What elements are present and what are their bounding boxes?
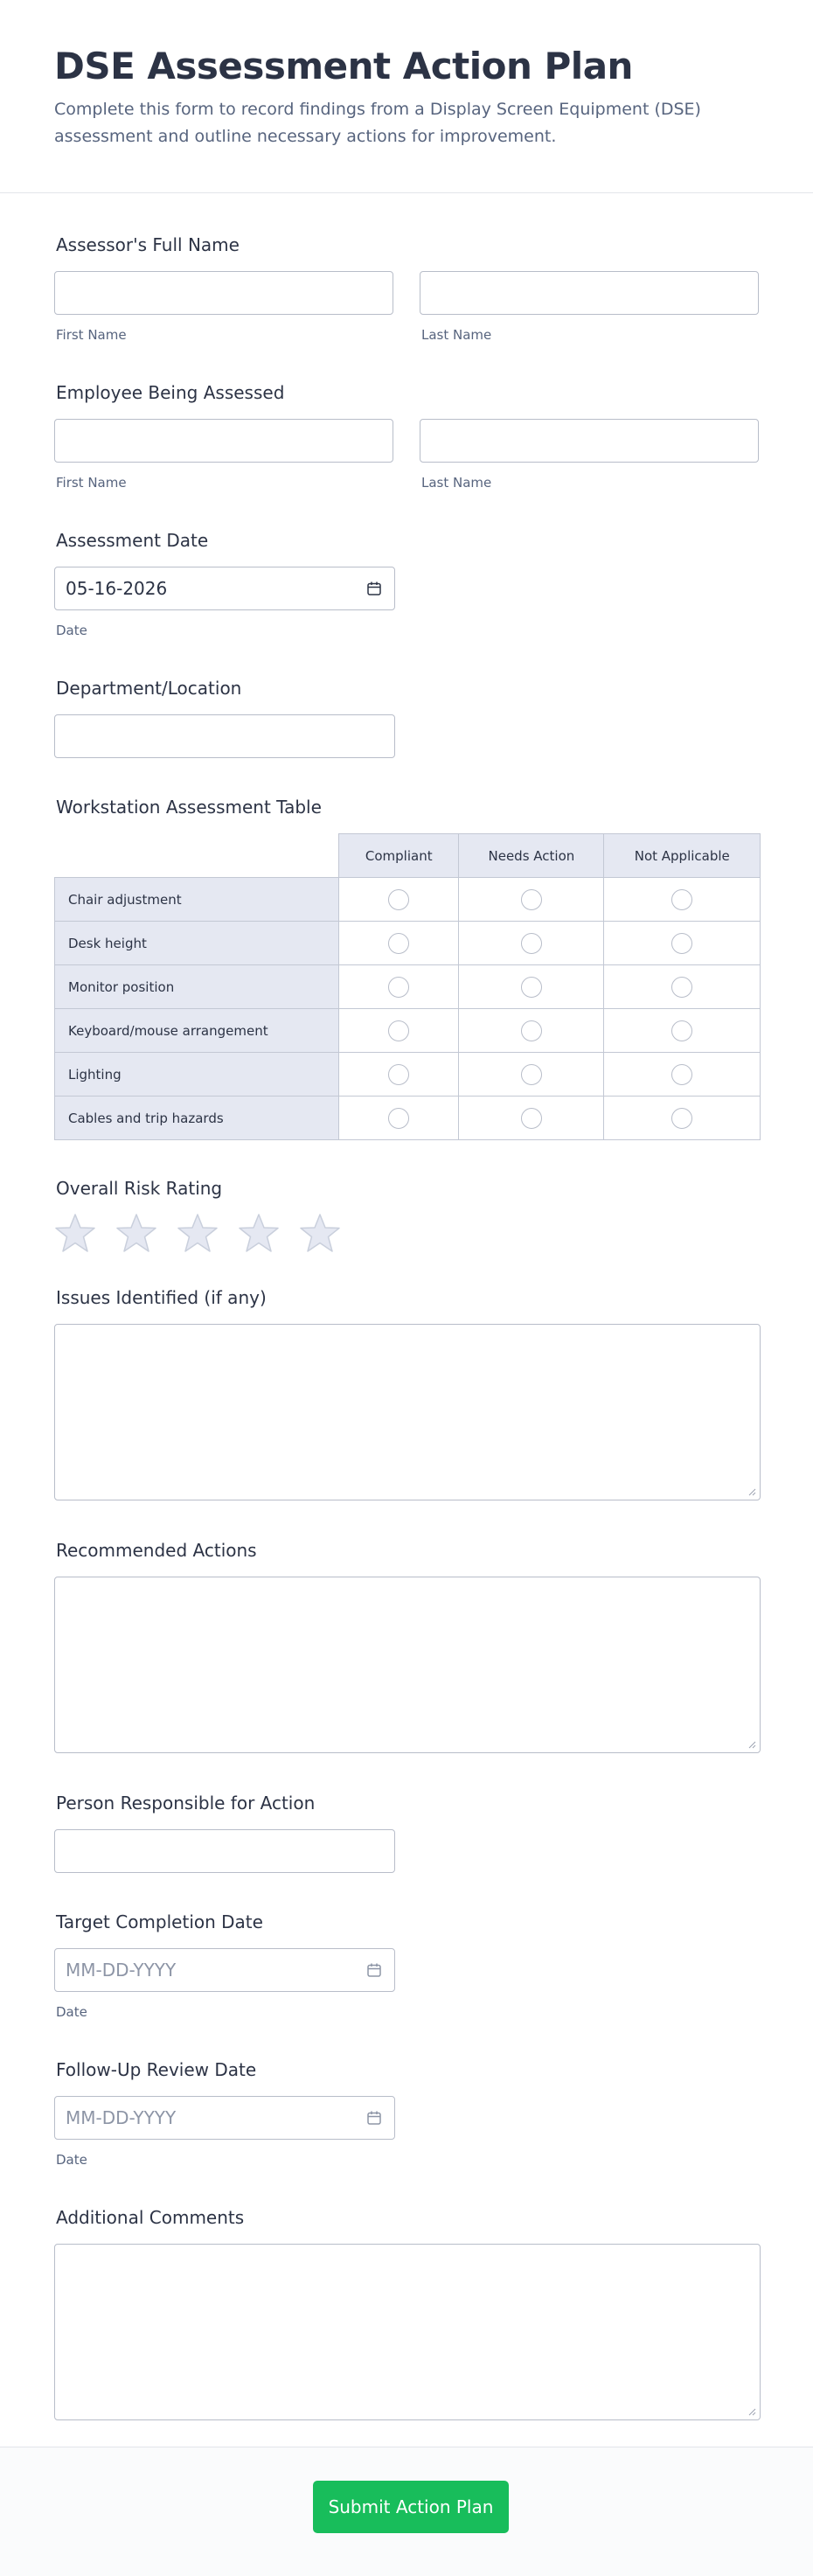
matrix-row-label: Cables and trip hazards (55, 1097, 339, 1140)
comments-field (54, 2207, 759, 2420)
radio-button[interactable] (521, 889, 542, 910)
star-icon[interactable] (238, 1213, 280, 1253)
matrix-column-header: Not Applicable (604, 834, 761, 878)
matrix-row (55, 965, 761, 1009)
submit-button[interactable]: Submit Action Plan (313, 2481, 509, 2533)
employee-first-name-input[interactable] (54, 419, 393, 463)
matrix-row-label: Keyboard/mouse arrangement (55, 1009, 339, 1053)
radio-button[interactable] (521, 977, 542, 998)
department-label: Department/Location (56, 678, 242, 699)
star-icon[interactable] (177, 1213, 219, 1253)
radio-button[interactable] (388, 1064, 409, 1085)
star-rating (54, 1213, 759, 1253)
recommended-actions-label: Recommended Actions (56, 1540, 257, 1561)
matrix-row-label: Lighting (55, 1053, 339, 1097)
department-input[interactable] (54, 714, 395, 758)
matrix-row (55, 1053, 761, 1097)
responsible-person-label: Person Responsible for Action (56, 1793, 316, 1814)
assessment-date-field (54, 530, 759, 638)
radio-button[interactable] (671, 1064, 692, 1085)
employee-first-name-sublabel: First Name (56, 475, 127, 491)
calendar-icon[interactable] (366, 1962, 382, 1978)
resize-grip-icon[interactable] (747, 1740, 756, 1749)
matrix-row (55, 1097, 761, 1140)
resize-grip-icon[interactable] (747, 2407, 756, 2416)
responsible-person-field (54, 1793, 759, 1873)
assessor-name-field (54, 234, 759, 343)
assessment-date-input[interactable] (54, 567, 395, 610)
assessor-name-label: Assessor's Full Name (56, 234, 240, 255)
assessor-first-name-input[interactable] (54, 271, 393, 315)
assessor-first-name-sublabel: First Name (56, 327, 127, 343)
matrix-corner (55, 834, 339, 878)
radio-button[interactable] (671, 889, 692, 910)
radio-button[interactable] (388, 889, 409, 910)
radio-button[interactable] (388, 933, 409, 954)
assessment-date-value: 05-16-2026 (66, 578, 168, 599)
radio-button[interactable] (671, 1108, 692, 1129)
followup-date-input[interactable] (54, 2096, 395, 2140)
target-date-input[interactable] (54, 1948, 395, 1992)
radio-button[interactable] (521, 1064, 542, 1085)
matrix-row (55, 878, 761, 922)
risk-rating-field (54, 1178, 759, 1253)
matrix-row-label: Monitor position (55, 965, 339, 1009)
form-footer (0, 2447, 813, 2576)
radio-button[interactable] (521, 1108, 542, 1129)
star-icon[interactable] (115, 1213, 157, 1253)
employee-name-field (54, 382, 759, 491)
radio-button[interactable] (671, 1020, 692, 1041)
employee-last-name-sublabel: Last Name (421, 475, 492, 491)
matrix-row-label: Chair adjustment (55, 878, 339, 922)
radio-button[interactable] (521, 933, 542, 954)
radio-button[interactable] (521, 1020, 542, 1041)
matrix-column-header: Needs Action (459, 834, 604, 878)
workstation-matrix (54, 833, 761, 1140)
department-field (54, 678, 759, 758)
target-date-field (54, 1911, 759, 2020)
followup-date-field (54, 2059, 759, 2168)
target-date-placeholder: MM-DD-YYYY (66, 1960, 177, 1981)
calendar-icon[interactable] (366, 581, 382, 596)
comments-textarea[interactable] (54, 2244, 761, 2420)
followup-date-label: Follow-Up Review Date (56, 2059, 257, 2080)
issues-label: Issues Identified (if any) (56, 1287, 267, 1308)
workstation-table-label: Workstation Assessment Table (56, 797, 322, 818)
target-date-label: Target Completion Date (56, 1911, 263, 1932)
followup-date-sublabel: Date (56, 2152, 87, 2168)
calendar-icon[interactable] (366, 2110, 382, 2126)
issues-textarea[interactable] (54, 1324, 761, 1500)
radio-button[interactable] (388, 977, 409, 998)
radio-button[interactable] (671, 977, 692, 998)
star-icon[interactable] (299, 1213, 341, 1253)
assessment-date-label: Assessment Date (56, 530, 209, 551)
employee-last-name-input[interactable] (420, 419, 759, 463)
assessor-last-name-input[interactable] (420, 271, 759, 315)
risk-rating-label: Overall Risk Rating (56, 1178, 223, 1199)
recommended-actions-textarea[interactable] (54, 1577, 761, 1753)
workstation-table-field (54, 797, 759, 1140)
star-icon[interactable] (54, 1213, 96, 1253)
radio-button[interactable] (388, 1020, 409, 1041)
assessment-date-sublabel: Date (56, 623, 87, 638)
radio-button[interactable] (671, 933, 692, 954)
matrix-column-header: Compliant (339, 834, 459, 878)
page-title: DSE Assessment Action Plan (54, 45, 633, 87)
followup-date-placeholder: MM-DD-YYYY (66, 2107, 177, 2128)
form-header (0, 0, 813, 193)
resize-grip-icon[interactable] (747, 1487, 756, 1496)
matrix-row (55, 922, 761, 965)
page-subtitle: Complete this form to record findings from a Display Screen Equipment (DSE) assessment and outline necessary actions for improvement. (54, 100, 701, 146)
responsible-person-input[interactable] (54, 1829, 395, 1873)
target-date-sublabel: Date (56, 2004, 87, 2020)
comments-label: Additional Comments (56, 2207, 245, 2228)
matrix-row-label: Desk height (55, 922, 339, 965)
employee-name-label: Employee Being Assessed (56, 382, 285, 403)
matrix-row (55, 1009, 761, 1053)
assessor-last-name-sublabel: Last Name (421, 327, 492, 343)
radio-button[interactable] (388, 1108, 409, 1129)
issues-field (54, 1287, 759, 1500)
recommended-actions-field (54, 1540, 759, 1753)
